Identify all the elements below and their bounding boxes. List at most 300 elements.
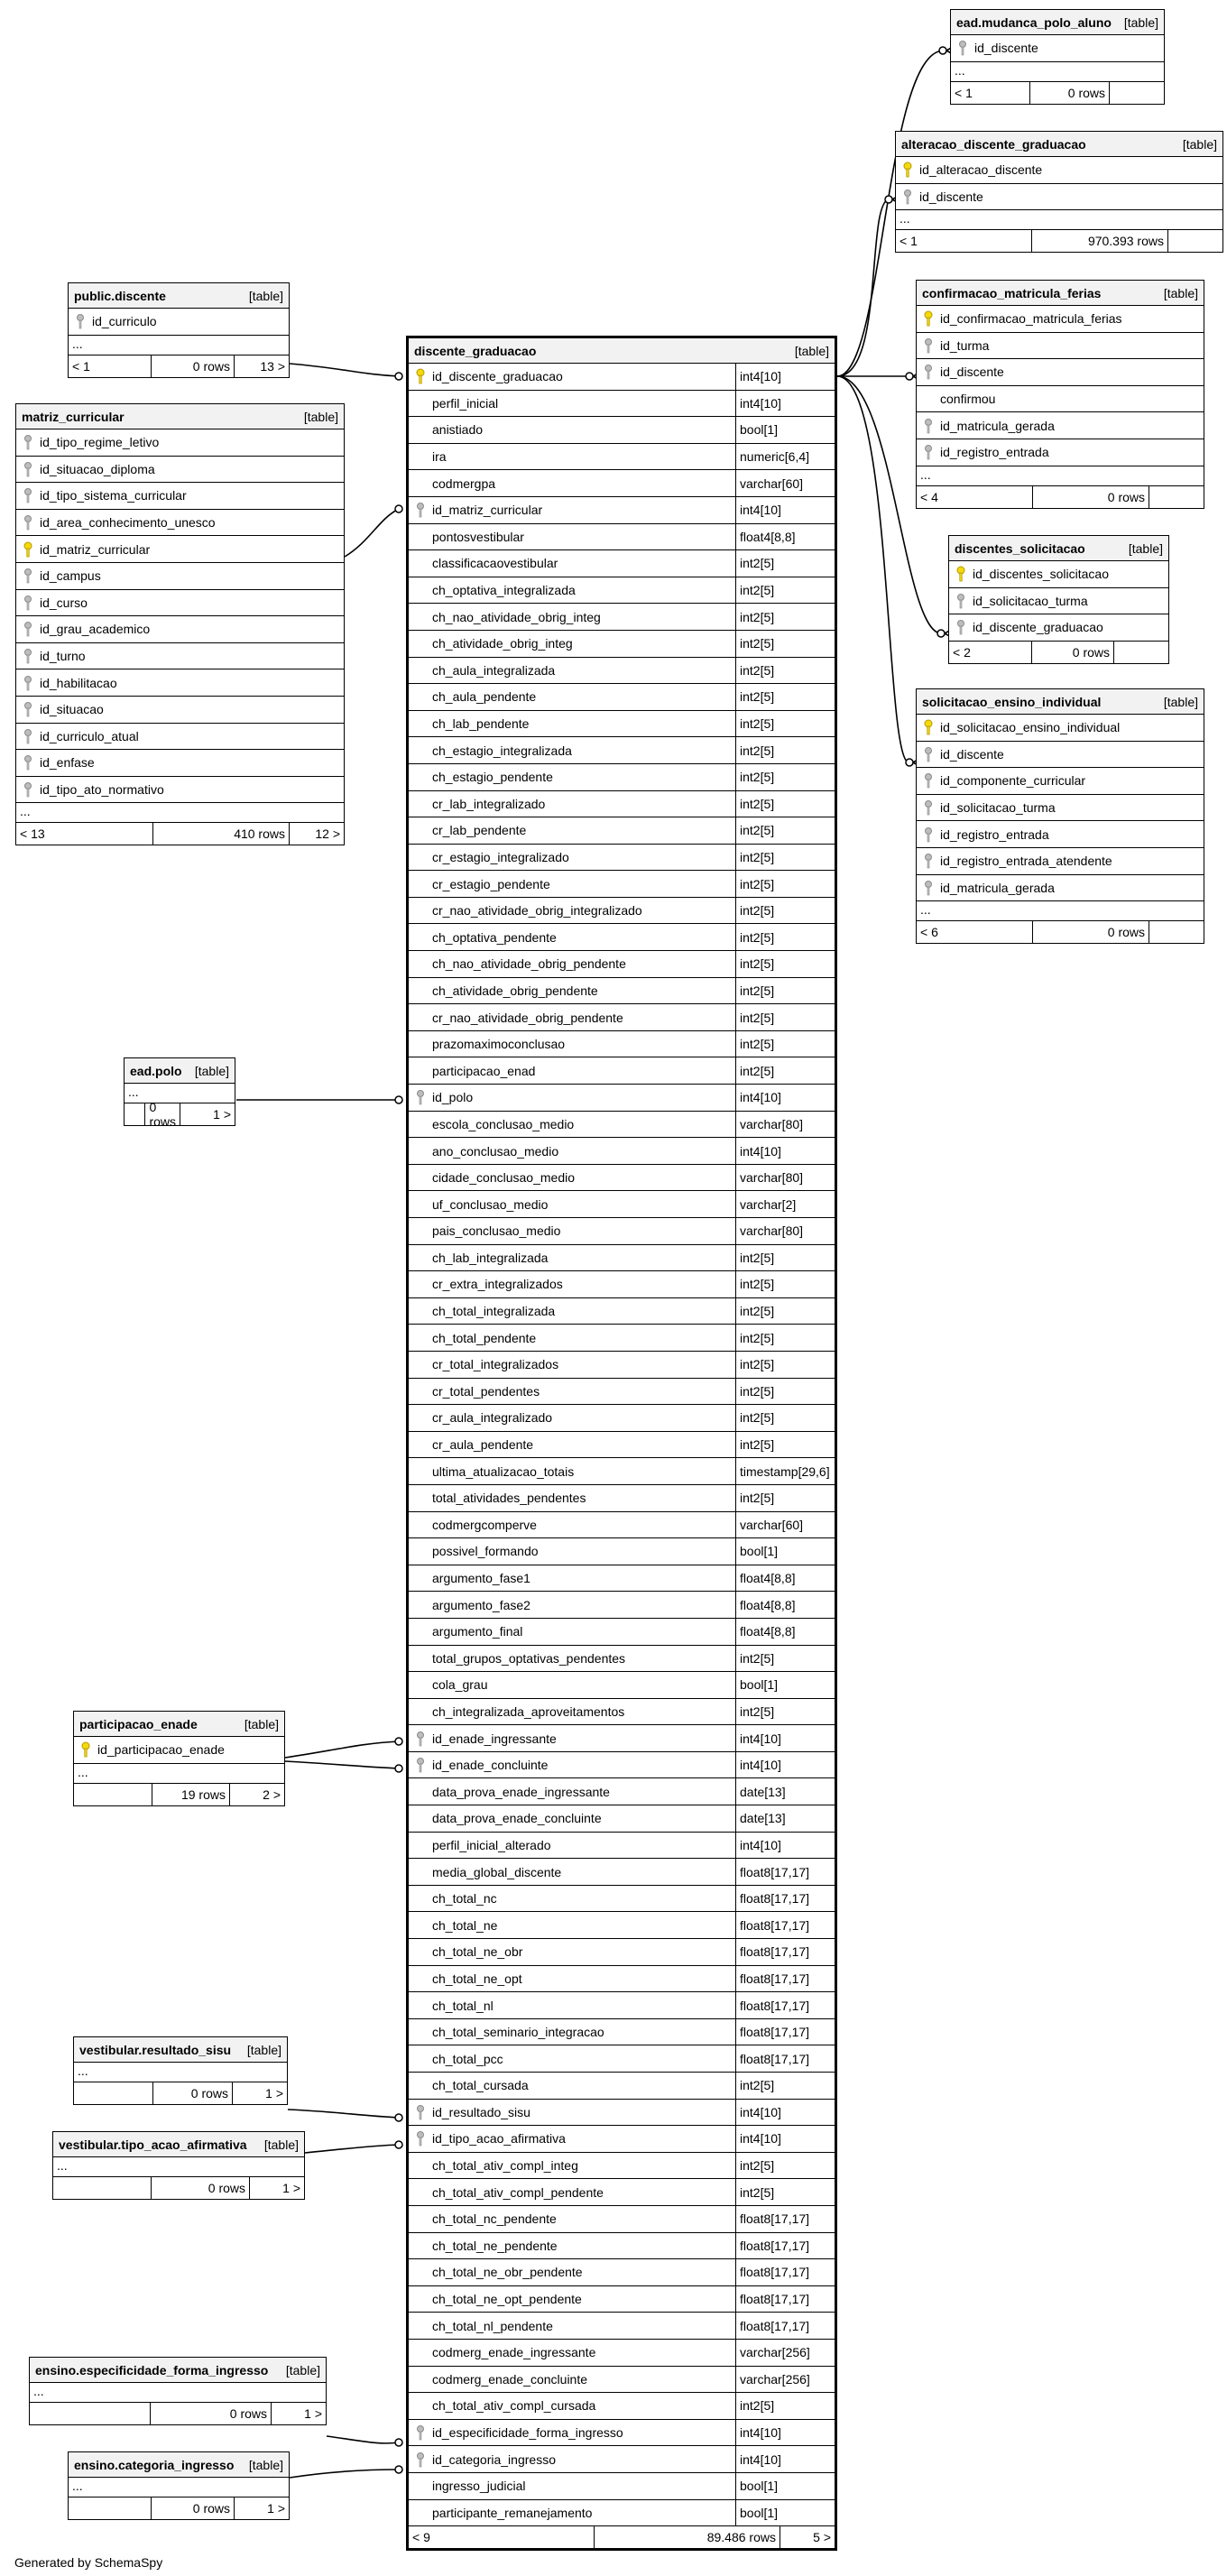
column-row xyxy=(409,1191,835,1218)
column-name: data_prova_enade_concluinte xyxy=(432,1811,602,1826)
column-type: int2[5] xyxy=(735,898,835,924)
column-row xyxy=(16,777,344,804)
column-name: codmergpa xyxy=(432,475,496,491)
column-name: id_curriculo xyxy=(92,314,157,329)
relationship-link xyxy=(305,2145,399,2153)
column-row xyxy=(409,550,835,577)
column-row xyxy=(409,684,835,711)
table-name: ead.mudanca_polo_aluno xyxy=(956,14,1112,30)
table-matriz-curricular[interactable] xyxy=(15,403,345,845)
column-type: int2[5] xyxy=(735,951,835,977)
row-count: 0 rows xyxy=(145,1103,180,1125)
foreign-key-icon xyxy=(22,648,34,664)
column-row xyxy=(16,697,344,724)
column-type: int4[10] xyxy=(735,1833,835,1859)
column-name: ano_conclusao_medio xyxy=(432,1143,559,1159)
column-name: ch_total_ne_opt_pendente xyxy=(432,2292,582,2307)
column-name: prazomaximoconclusao xyxy=(432,1037,566,1052)
parents-count: < 6 xyxy=(917,921,1033,943)
generated-by-note: Generated by SchemaSpy xyxy=(14,2555,163,2570)
column-row xyxy=(409,1805,835,1833)
column-name: id_enfase xyxy=(40,755,95,771)
column-row xyxy=(409,1992,835,2019)
column-name: ch_total_seminario_integracao xyxy=(432,2025,604,2040)
column-name: ch_total_ne_opt xyxy=(432,1971,522,1986)
column-row xyxy=(409,1672,835,1699)
foreign-key-icon xyxy=(414,1731,427,1747)
column-type: float8[17,17] xyxy=(735,2259,835,2285)
column-row xyxy=(16,590,344,617)
column-name: ch_total_ativ_compl_integ xyxy=(432,2158,578,2174)
column-row xyxy=(409,1859,835,1886)
table-public-discente[interactable] xyxy=(68,282,290,378)
column-name: ch_total_ne xyxy=(432,1917,498,1933)
table-ensino-categoria-ingresso[interactable] xyxy=(68,2451,290,2520)
foreign-key-icon xyxy=(922,826,935,843)
table-participacao-enade[interactable] xyxy=(73,1711,285,1806)
column-name: id_especificidade_forma_ingresso xyxy=(432,2425,623,2441)
column-name: ch_total_nl xyxy=(432,1998,494,2013)
column-row xyxy=(409,1432,835,1459)
table-footer xyxy=(409,2526,835,2548)
column-row xyxy=(409,2019,835,2046)
column-name: cr_total_integralizados xyxy=(432,1357,559,1372)
table-discente-graduacao[interactable] xyxy=(406,336,837,2551)
table-footer xyxy=(917,921,1204,943)
table-footer xyxy=(69,355,289,377)
table-name: confirmacao_matricula_ferias xyxy=(922,285,1102,300)
column-name: ch_optativa_pendente xyxy=(432,929,557,945)
foreign-key-icon xyxy=(956,40,969,56)
column-type: int2[5] xyxy=(735,1432,835,1458)
column-name: ch_total_nc xyxy=(432,1891,497,1907)
column-row xyxy=(409,951,835,978)
column-name: total_atividades_pendentes xyxy=(432,1491,586,1506)
table-name: matriz_curricular xyxy=(22,409,125,424)
more-columns: ... xyxy=(917,901,1204,921)
column-name: ch_atividade_obrig_integ xyxy=(432,636,573,651)
column-name: id_categoria_ingresso xyxy=(432,2451,556,2467)
column-row xyxy=(16,483,344,510)
table-kind: [table] xyxy=(1163,694,1198,709)
table-ead-polo[interactable] xyxy=(124,1057,235,1129)
column-name: ch_total_cursada xyxy=(432,2078,529,2093)
column-type: float8[17,17] xyxy=(735,1859,835,1885)
column-type: float8[17,17] xyxy=(735,2313,835,2339)
column-row xyxy=(917,333,1204,360)
table-name: solicitacao_ensino_individual xyxy=(922,694,1102,709)
foreign-key-icon xyxy=(955,593,967,609)
table-name: public.discente xyxy=(74,288,166,303)
column-name: cidade_conclusao_medio xyxy=(432,1170,575,1186)
column-name: id_discente_graduacao xyxy=(432,369,563,384)
primary-key-icon xyxy=(955,566,967,582)
column-row xyxy=(409,1218,835,1245)
column-type: int4[10] xyxy=(735,1138,835,1164)
column-row xyxy=(409,737,835,764)
column-row xyxy=(409,871,835,898)
column-row xyxy=(409,364,835,391)
foreign-key-icon xyxy=(74,313,87,329)
column-row xyxy=(949,614,1168,642)
column-name: id_matriz_curricular xyxy=(40,541,151,557)
foreign-key-icon xyxy=(22,595,34,611)
foreign-key-icon xyxy=(22,701,34,717)
column-name: id_enade_ingressante xyxy=(432,1731,557,1746)
row-count: 0 rows xyxy=(152,2177,250,2199)
column-type: date[13] xyxy=(735,1805,835,1832)
table-name: participacao_enade xyxy=(79,1716,198,1731)
column-type: int4[10] xyxy=(735,1085,835,1111)
foreign-key-icon xyxy=(922,746,935,762)
column-type: int2[5] xyxy=(735,1646,835,1672)
column-name: id_discente xyxy=(940,365,1004,380)
column-row xyxy=(949,588,1168,615)
column-row xyxy=(409,1485,835,1512)
more-columns: ... xyxy=(16,803,344,823)
column-row xyxy=(409,1458,835,1485)
column-name: id_turno xyxy=(40,649,86,664)
column-type: float8[17,17] xyxy=(735,2233,835,2259)
column-name: id_componente_curricular xyxy=(940,773,1086,789)
more-columns: ... xyxy=(74,1764,284,1784)
parents-count: < 1 xyxy=(896,230,1032,252)
column-row xyxy=(917,715,1204,742)
column-type: float8[17,17] xyxy=(735,1912,835,1938)
column-type: bool[1] xyxy=(735,417,835,443)
column-name: ch_total_ativ_compl_cursada xyxy=(432,2398,596,2414)
more-columns: ... xyxy=(30,2383,326,2403)
foreign-key-icon xyxy=(22,621,34,637)
column-type: int2[5] xyxy=(735,2153,835,2179)
column-name: ch_total_pendente xyxy=(432,1330,537,1345)
more-columns: ... xyxy=(74,2063,287,2082)
foreign-key-icon xyxy=(922,772,935,789)
foreign-key-icon xyxy=(22,487,34,503)
primary-key-icon xyxy=(922,310,935,327)
column-type: int2[5] xyxy=(735,1379,835,1405)
column-name: possivel_formando xyxy=(432,1544,539,1559)
foreign-key-icon xyxy=(22,461,34,477)
table-header xyxy=(917,281,1204,306)
column-name: argumento_fase2 xyxy=(432,1597,530,1612)
row-count: 0 rows xyxy=(1030,82,1110,104)
column-type: float8[17,17] xyxy=(735,2206,835,2232)
table-name: discente_graduacao xyxy=(414,343,537,358)
column-row xyxy=(409,2100,835,2127)
table-kind: [table] xyxy=(263,2137,299,2152)
column-row xyxy=(16,750,344,777)
column-row xyxy=(409,1619,835,1646)
column-name: id_discente xyxy=(940,746,1004,762)
column-name: codmerg_enade_concluinte xyxy=(432,2371,588,2387)
column-type: float4[8,8] xyxy=(735,1592,835,1618)
optional-end xyxy=(939,47,946,54)
table-footer xyxy=(16,823,344,845)
column-row xyxy=(917,821,1204,848)
column-name: id_matriz_curricular xyxy=(432,503,543,518)
optional-end xyxy=(395,1738,402,1745)
column-row xyxy=(409,1031,835,1058)
column-name: id_discente_graduacao xyxy=(973,620,1103,635)
column-name: data_prova_enade_ingressante xyxy=(432,1784,610,1799)
column-name: ch_nao_atividade_obrig_pendente xyxy=(432,956,626,972)
table-kind: [table] xyxy=(794,343,829,358)
column-type: bool[1] xyxy=(735,1538,835,1565)
column-row xyxy=(69,309,289,336)
column-row xyxy=(409,524,835,551)
foreign-key-icon xyxy=(414,1757,427,1773)
column-row xyxy=(917,742,1204,769)
column-name: id_solicitacao_turma xyxy=(973,593,1088,608)
column-name: id_confirmacao_matricula_ferias xyxy=(940,311,1122,327)
column-type: int4[10] xyxy=(735,2446,835,2472)
row-count: 0 rows xyxy=(152,355,235,377)
column-type: int4[10] xyxy=(735,2420,835,2446)
table-ensino-especificidade-forma-ingresso[interactable] xyxy=(29,2357,327,2425)
column-type: int2[5] xyxy=(735,1031,835,1057)
column-type: int2[5] xyxy=(735,871,835,897)
parents-count: < 9 xyxy=(409,2526,595,2548)
column-row xyxy=(409,2286,835,2313)
column-row xyxy=(409,2500,835,2527)
relationship-link xyxy=(837,199,889,376)
column-type: int2[5] xyxy=(735,924,835,950)
column-name: id_discente xyxy=(919,189,983,204)
column-name: id_tipo_sistema_curricular xyxy=(40,488,187,503)
column-row xyxy=(896,184,1222,211)
table-header xyxy=(30,2358,326,2383)
column-row xyxy=(409,1405,835,1432)
column-row xyxy=(917,768,1204,795)
column-name: ch_nao_atividade_obrig_integ xyxy=(432,609,601,624)
column-row xyxy=(409,604,835,631)
table-discentes-solicitacao[interactable] xyxy=(948,535,1169,664)
column-name: ira xyxy=(432,449,447,465)
column-name: id_registro_entrada xyxy=(940,445,1049,460)
column-row xyxy=(409,1057,835,1085)
column-type: float8[17,17] xyxy=(735,1886,835,1912)
column-row xyxy=(16,510,344,537)
column-row xyxy=(409,2126,835,2153)
children-count xyxy=(1110,82,1164,104)
optional-end xyxy=(395,2141,402,2148)
column-row xyxy=(409,1112,835,1139)
table-vestibular-tipo-acao-afirmativa[interactable] xyxy=(52,2131,305,2200)
column-name: participacao_enad xyxy=(432,1063,536,1078)
column-type: int2[5] xyxy=(735,1325,835,1351)
column-name: argumento_fase1 xyxy=(432,1571,530,1586)
column-type: int2[5] xyxy=(735,658,835,684)
table-header xyxy=(951,10,1164,35)
column-row xyxy=(409,1004,835,1031)
column-type: varchar[80] xyxy=(735,1165,835,1191)
relationship-link xyxy=(837,376,909,762)
column-type: int2[5] xyxy=(735,2393,835,2419)
column-name: id_habilitacao xyxy=(40,675,117,690)
column-name: id_discentes_solicitacao xyxy=(973,567,1109,582)
column-row xyxy=(409,444,835,471)
column-row xyxy=(16,536,344,563)
column-name: ch_total_ne_obr_pendente xyxy=(432,2265,583,2280)
column-name: id_resultado_sisu xyxy=(432,2104,530,2119)
children-count: 1 > xyxy=(304,2406,322,2421)
column-name: cr_aula_integralizado xyxy=(432,1410,553,1426)
column-name: perfil_inicial xyxy=(432,395,499,411)
column-name: id_grau_academico xyxy=(40,622,151,637)
column-type: int2[5] xyxy=(735,550,835,577)
table-solicitacao-ensino-individual[interactable] xyxy=(916,688,1204,944)
column-row xyxy=(949,561,1168,588)
column-name: classificacaovestibular xyxy=(432,556,558,571)
column-row xyxy=(409,577,835,605)
parents-count: < 1 xyxy=(951,82,1030,104)
column-type: int2[5] xyxy=(735,1405,835,1431)
column-type: int2[5] xyxy=(735,817,835,844)
column-name: id_tipo_acao_afirmativa xyxy=(432,2131,566,2147)
column-type: float8[17,17] xyxy=(735,1966,835,1992)
optional-end xyxy=(395,2466,402,2473)
column-name: ch_aula_pendente xyxy=(432,689,537,705)
foreign-key-icon xyxy=(922,444,935,460)
column-row xyxy=(409,2420,835,2447)
more-columns: ... xyxy=(917,466,1204,486)
column-type: int4[10] xyxy=(735,391,835,417)
table-name: ensino.especificidade_forma_ingresso xyxy=(35,2362,269,2377)
column-name: id_alteracao_discente xyxy=(919,162,1043,178)
column-name: id_solicitacao_turma xyxy=(940,800,1056,816)
column-type: int2[5] xyxy=(735,684,835,710)
table-header xyxy=(409,338,835,364)
column-row xyxy=(409,2473,835,2500)
row-count: 19 rows xyxy=(152,1784,231,1805)
table-kind: [table] xyxy=(1128,540,1163,556)
parents-count xyxy=(125,1103,145,1125)
column-type: int2[5] xyxy=(735,711,835,737)
children-count xyxy=(1149,921,1204,943)
table-alteracao-discente-graduacao[interactable] xyxy=(895,131,1223,253)
column-type: int4[10] xyxy=(735,1725,835,1751)
children-count xyxy=(1149,486,1204,508)
optional-end xyxy=(395,2114,402,2121)
column-name: id_enade_concluinte xyxy=(432,1758,549,1773)
column-row xyxy=(409,764,835,791)
column-name: ch_estagio_pendente xyxy=(432,770,553,785)
column-row xyxy=(409,1565,835,1593)
foreign-key-icon xyxy=(955,619,967,635)
column-name: anistiado xyxy=(432,422,484,438)
column-name: ingresso_judicial xyxy=(432,2479,526,2494)
column-row xyxy=(409,978,835,1005)
column-row xyxy=(409,2393,835,2420)
foreign-key-icon xyxy=(22,514,34,531)
table-kind: [table] xyxy=(194,1063,229,1078)
table-footer xyxy=(951,82,1164,104)
column-row xyxy=(16,563,344,590)
table-header xyxy=(69,2452,289,2478)
column-row xyxy=(409,2045,835,2073)
table-kind: [table] xyxy=(244,1716,279,1731)
column-row xyxy=(917,439,1204,466)
parents-count xyxy=(30,2403,151,2424)
column-name: ch_total_ativ_compl_pendente xyxy=(432,2184,604,2200)
column-name: cr_estagio_integralizado xyxy=(432,849,569,864)
parents-count xyxy=(74,2082,153,2104)
table-footer xyxy=(74,2082,287,2104)
column-row xyxy=(16,457,344,484)
column-name: ch_total_nc_pendente xyxy=(432,2211,557,2227)
column-row xyxy=(16,616,344,643)
column-type: varchar[80] xyxy=(735,1112,835,1138)
parents-count xyxy=(74,1784,152,1805)
foreign-key-icon xyxy=(901,189,914,205)
column-name: ch_lab_integralizada xyxy=(432,1250,549,1265)
parents-count: < 13 xyxy=(16,823,153,845)
column-type: varchar[60] xyxy=(735,1512,835,1538)
column-type: int2[5] xyxy=(735,1004,835,1030)
column-name: cr_extra_integralizados xyxy=(432,1277,563,1292)
relationship-link xyxy=(285,1741,399,1758)
column-name: id_curso xyxy=(40,595,88,610)
column-name: perfil_inicial_alterado xyxy=(432,1837,551,1852)
optional-end xyxy=(395,373,402,380)
column-name: ch_total_integralizada xyxy=(432,1304,556,1319)
table-vestibular-resultado-sisu[interactable] xyxy=(73,2036,288,2105)
table-kind: [table] xyxy=(248,2457,283,2472)
more-columns: ... xyxy=(951,62,1164,82)
column-row xyxy=(917,359,1204,386)
column-row xyxy=(409,1325,835,1352)
parents-count: < 4 xyxy=(917,486,1033,508)
foreign-key-icon xyxy=(922,364,935,380)
column-row xyxy=(409,1512,835,1539)
column-name: id_campus xyxy=(40,568,101,584)
table-kind: [table] xyxy=(303,409,338,424)
column-name: argumento_final xyxy=(432,1624,523,1639)
column-row xyxy=(409,470,835,497)
column-type: varchar[256] xyxy=(735,2340,835,2366)
column-row xyxy=(409,1939,835,1966)
more-columns: ... xyxy=(69,2478,289,2498)
column-row xyxy=(409,845,835,872)
column-row xyxy=(409,898,835,925)
column-type: int4[10] xyxy=(735,2126,835,2152)
table-ead-mudanca-polo-aluno[interactable] xyxy=(950,9,1165,105)
column-type: float4[8,8] xyxy=(735,1565,835,1592)
table-header xyxy=(53,2132,304,2157)
column-row xyxy=(409,2073,835,2100)
row-count: 0 rows xyxy=(151,2403,272,2424)
column-type: int4[10] xyxy=(735,1752,835,1778)
foreign-key-icon xyxy=(922,799,935,816)
column-name: cr_estagio_pendente xyxy=(432,876,550,891)
column-name: id_participacao_enade xyxy=(97,1742,225,1758)
column-row xyxy=(409,1912,835,1939)
column-type: bool[1] xyxy=(735,2473,835,2499)
column-row xyxy=(409,1245,835,1272)
column-name: ch_total_pcc xyxy=(432,2051,503,2066)
table-confirmacao-matricula-ferias[interactable] xyxy=(916,280,1204,509)
column-row xyxy=(409,2153,835,2180)
column-row xyxy=(409,2367,835,2394)
optional-end xyxy=(395,505,402,512)
column-type: int2[5] xyxy=(735,845,835,871)
column-row xyxy=(409,497,835,524)
table-kind: [table] xyxy=(248,288,283,303)
column-row xyxy=(16,643,344,670)
column-name: id_matricula_gerada xyxy=(940,418,1055,433)
foreign-key-icon xyxy=(414,2104,427,2120)
